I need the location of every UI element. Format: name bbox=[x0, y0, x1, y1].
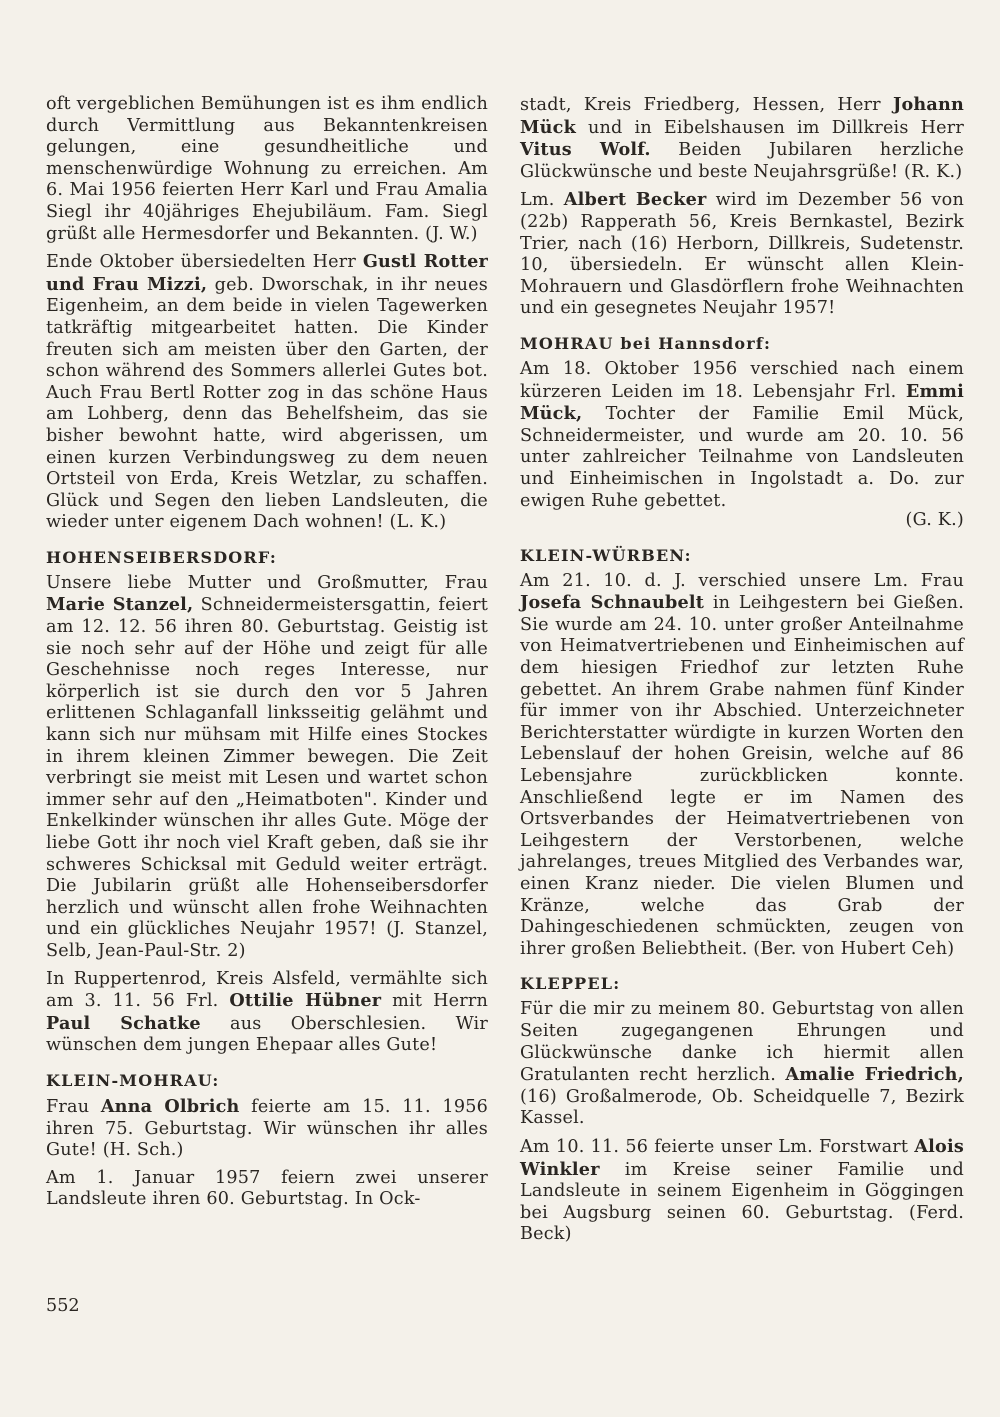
paragraph-friedrich: Für die mir zu meinem 80. Geburtstag von allen Seiten zugegangenen Ehrungen und Glückwünsche danke ich hiermit allen Gratulanten recht herzlich. Amalie Friedrich, (16) Großalmerode, Ob. Scheidquelle 7, Bezirk Kassel. bbox=[520, 999, 964, 1129]
bold-name: Johann Mück bbox=[520, 94, 964, 138]
signoff: (G. K.) bbox=[905, 510, 964, 531]
paragraph-60th-birthdays: Am 1. Januar 1957 feiern zwei unserer Landsleute ihren 60. Geburtstag. In Ock- bbox=[46, 1167, 488, 1210]
bold-name: Josefa Schnaubelt bbox=[520, 592, 705, 614]
paragraph-schnaubelt: Am 21. 10. d. J. verschied unsere Lm. Frau Josefa Schnaubelt in Leihgestern bei Gießen. Sie wurde am 24. 10. unter großer Anteilnahme von Heimatvertriebenen und Einheimischen auf dem hiesigen Friedhof zur letzten Ruhe gebettet. An ihrem Grabe nahmen fünf Kinder für immer von ihr Abschied. Unterzeichneter Berichterstatter würdigte in kurzen Worten den Lebenslauf der hohen Greisin, welche auf 86 Lebensjahre zurückblicken konnte. Anschließend legte er im Namen des Ortsverbandes der Heimatvertriebenen von Leihgestern der Verstorbenen, welche jahrelanges, treues Mitglied des Verbandes war, einen Kranz nieder. Die vielen Blumen und Kränze, welche das Grab der Dahingeschiedenen schmückten, zeugen von ihrer großen Beliebtheit. (Ber. von Hubert Ceh) bbox=[520, 570, 964, 959]
bold-name: Albert Becker bbox=[563, 189, 707, 211]
paragraph-emmi-mueck: Am 18. Oktober 1956 verschied nach einem kürzeren Leiden im 18. Lebensjahr Frl. Emmi Mück, Tochter der Familie Emil Mück, Schneidermeister, und wurde am 20. 10. 56 unter zahlreicher Teilnahme von Landsleuten und Einheimischen in Ingolstadt a. Do. zur ewigen Ruhe gebettet. (G. K.) bbox=[520, 358, 964, 531]
bold-name: Vitus Wolf. bbox=[520, 139, 651, 161]
bold-name: Gustl Rotter und Frau Mizzi, bbox=[46, 251, 488, 295]
paragraph-becker: Lm. Albert Becker wird im Dezember 56 von (22b) Rapperath 56, Kreis Bernkastel, Bezirk Trier, nach (16) Herborn, Dillkreis, Sudetenstr. 10, übersiedeln. Er wünscht allen Klein-Mohrauern und Glasdörflern frohe Weihnachten und ein gesegnetes Neujahr 1957! bbox=[520, 189, 965, 319]
section-heading-mohrau: MOHRAU bei Hannsdorf: bbox=[520, 333, 772, 353]
paragraph-olbrich: Frau Anna Olbrich feierte am 15. 11. 1956 ihren 75. Geburtstag. Wir wünschen ihr alles Gute! (H. Sch.) bbox=[46, 1095, 488, 1161]
paragraph-siegl: oft vergeblichen Bemühungen ist es ihm endlich durch Vermittlung aus Bekanntenkreisen gelungen, eine gesundheitliche und menschenwürdige Wohnung zu erreichen. Am 6. Mai 1956 feierten Herr Karl und Frau Amalia Siegl ihr 40jähriges Ehejubiläum. Fam. Siegl grüßt alle Hermesdorfer und Bekannten. (J. W.) bbox=[46, 94, 488, 244]
bold-name: Amalie Friedrich, bbox=[785, 1064, 964, 1086]
left-column bbox=[46, 94, 488, 1217]
paragraph-huebner: In Ruppertenrod, Kreis Alsfeld, vermählte sich am 3. 11. 56 Frl. Ottilie Hübner mit Herrn Paul Schatke aus Oberschlesien. Wir wünschen dem jungen Ehepaar alles Gute! bbox=[46, 968, 488, 1056]
paragraph-mueck-wolf: stadt, Kreis Friedberg, Hessen, Herr Johann Mück und in Eibelshausen im Dillkreis Herr Vitus Wolf. Beiden Jubilaren herzliche Glückwünsche und beste Neujahrsgrüße! (R. K.) bbox=[520, 94, 965, 182]
paragraph-winkler: Am 10. 11. 56 feierte unser Lm. Forstwart Alois Winkler im Kreise seiner Familie und Landsleute in seinem Eigenheim in Göggingen bei Augsburg seinen 60. Geburtstag. (Ferd. Beck) bbox=[520, 1135, 964, 1245]
paragraph-stanzel: Unsere liebe Mutter und Großmutter, Frau Marie Stanzel, Schneidermeistersgattin, feiert am 12. 12. 56 ihren 80. Geburtstag. Geistig ist sie noch sehr auf der Höhe und zeigt für alle Geschehnisse noch reges Interesse, nur körperlich ist sie durch den vor 5 Jahren erlittenen Schlaganfall linksseitig gelähmt und kann sich nur mühsam mit Hilfe eines Stockes in ihrem kleinen Zimmer bewegen. Die Zeit verbringt sie meist mit Lesen und wartet schon immer sehr auf den „Heimatboten". Kinder und Enkelkinder wünschen ihr alles Gute. Möge der liebe Gott ihr noch viel Kraft geben, daß sie ihr schweres Schicksal mit Geduld weiter erträgt. Die Jubilarin grüßt alle Hohenseibersdorfer herzlich und wünscht allen frohe Weihnachten und ein glückliches Neujahr 1957! (J. Stanzel, Selb, Jean-Paul-Str. 2) bbox=[46, 572, 489, 961]
bold-name: Emmi Mück, bbox=[520, 380, 964, 425]
section-heading-klein-wuerben: KLEIN-WÜRBEN: bbox=[520, 545, 692, 565]
section-heading-hohenseibersdorf: HOHENSEIBERSDORF: bbox=[46, 547, 278, 567]
page-number: 552 bbox=[46, 1296, 80, 1316]
bold-name: Anna Olbrich bbox=[100, 1095, 240, 1117]
section-heading-klein-mohrau: KLEIN-MOHRAU: bbox=[46, 1070, 220, 1090]
bold-name: Alois Winkler bbox=[520, 1135, 964, 1180]
bold-name: Paul Schatke bbox=[46, 1012, 201, 1034]
bold-name: Marie Stanzel, bbox=[46, 594, 194, 616]
section-heading-kleppel: KLEPPEL: bbox=[520, 974, 621, 994]
paragraph-rotter: Ende Oktober übersiedelten Herr Gustl Rotter und Frau Mizzi, geb. Dworschak, in ihr neues Eigenheim, an dem beide in vielen Tagewerken tatkräftig mitgearbeitet hatten. Die Kinder freuten sich am meisten über den Garten, der schon während des Sommers allerlei Gutes bot. Auch Frau Bertl Rotter zog in das schöne Haus am Lohberg, denn das Behelfsheim, das sie bisher bewohnt hatte, wird abgerissen, um einen kurzen Verbindungsweg zu dem neuen Ortsteil von Erda, Kreis Wetzlar, zu schaffen. Glück und Segen den lieben Landsleuten, die wieder unter eigenem Dach wohnen! (L. K.) bbox=[46, 251, 488, 533]
right-column bbox=[520, 94, 964, 1252]
bold-name: Ottilie Hübner bbox=[229, 990, 382, 1012]
